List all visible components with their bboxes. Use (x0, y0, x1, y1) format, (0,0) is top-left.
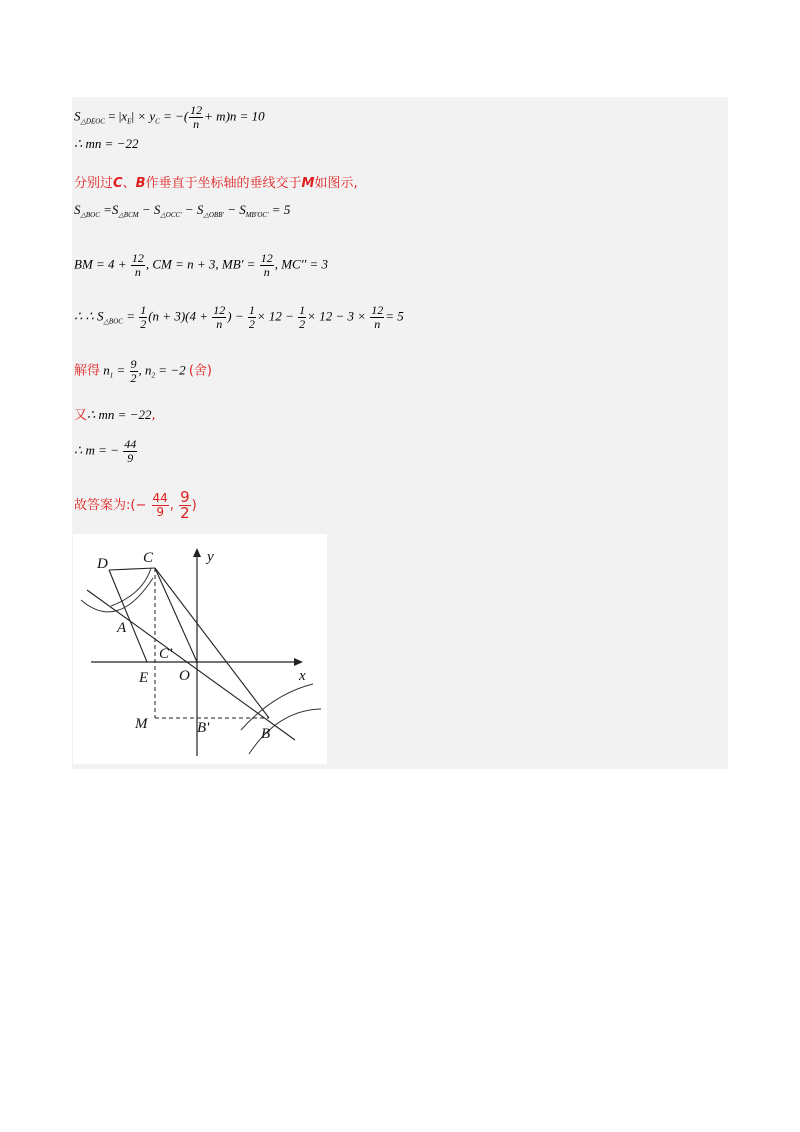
equation-segment: × 12 − (256, 308, 294, 324)
geometry-figure (73, 534, 327, 764)
fraction-denominator: 2 (180, 504, 190, 522)
instruction-text (74, 172, 358, 191)
fraction-denominator: n (134, 265, 141, 279)
fraction-12-over-n (370, 304, 384, 331)
variable-n: n (103, 362, 110, 378)
y-axis-arrow-icon (193, 548, 201, 557)
also-label: 又 (74, 408, 88, 423)
label-c: C (143, 550, 154, 566)
abs-variable: x (121, 108, 128, 124)
equation-segment: = 5 (385, 308, 404, 324)
area-subscript: △OCC' (160, 211, 182, 219)
equals-open: = −( (163, 108, 189, 124)
fraction-12-over-n (260, 252, 274, 279)
fraction-9-over-2 (179, 490, 191, 521)
fraction-numerator: 44 (152, 491, 168, 505)
text-separator: 、 (122, 176, 136, 191)
fraction-12-over-n (189, 104, 203, 131)
equation-segment: × 12 − 3 × (307, 308, 366, 324)
label-d: D (97, 556, 108, 572)
line-c-b (155, 568, 269, 718)
fraction-denominator: n (263, 265, 270, 279)
label-b-prime: B' (197, 720, 210, 736)
label-e: E (139, 670, 149, 686)
separator: , (138, 362, 146, 378)
fraction-denominator: 2 (248, 317, 255, 331)
solution-n (74, 358, 212, 385)
answer-separator: , (169, 498, 174, 513)
arc-near-a (81, 578, 153, 612)
equation-segment: BM = 4 + (74, 256, 127, 272)
abs-subscript: E (127, 117, 132, 126)
fraction-denominator: 2 (299, 317, 306, 331)
fraction-denominator: 9 (156, 505, 164, 519)
label-b: B (261, 726, 271, 742)
fraction-numerator: 9 (180, 488, 190, 506)
equation-rest: + m)n = 10 (204, 108, 265, 124)
product-term: × y (137, 108, 156, 124)
text-segment: 如图示, (314, 176, 358, 191)
equation-segment: , CM = n + 3, MB' = (145, 256, 256, 272)
equation-area-boc (74, 304, 404, 331)
answer-label: 故答案为: (74, 498, 131, 513)
therefore-symbol: ∴ ∴ S (74, 308, 104, 324)
area-symbol: − S (141, 202, 161, 217)
fraction-one-half (248, 304, 256, 331)
label-m: M (135, 716, 148, 732)
fraction-12-over-n (131, 252, 145, 279)
fraction-denominator: 2 (140, 317, 147, 331)
label-c-prime: C' (159, 646, 173, 662)
equals-sign: = (116, 362, 126, 378)
label-o: O (179, 668, 190, 684)
line-d-e (109, 570, 147, 662)
area-symbol: S (74, 202, 81, 217)
x-axis-arrow-icon (294, 658, 303, 666)
fraction-44-over-9 (152, 492, 169, 519)
answer-close: ) (191, 498, 197, 513)
fraction-numerator: 1 (299, 303, 306, 317)
equation-end: = 5 (271, 202, 291, 217)
fraction-numerator: 1 (140, 303, 147, 317)
equation-segment: = −2 (158, 362, 186, 378)
point-b-label: B (135, 176, 146, 191)
equation-lengths (74, 252, 328, 279)
fraction-numerator: 1 (248, 303, 255, 317)
equation-segment: ) − (227, 308, 244, 324)
text-segment: 分别过 (74, 176, 114, 191)
fraction-numerator: 12 (190, 103, 203, 117)
fraction-numerator: 12 (371, 303, 384, 317)
area-symbol: =S (103, 202, 119, 217)
equation-recall-mn (74, 404, 156, 423)
equals-sign: = (126, 308, 135, 324)
subscript: 2 (151, 371, 156, 380)
arc-near-c (111, 568, 151, 606)
area-subscript: △BOC (80, 211, 100, 219)
area-subscript: △BOC (103, 317, 123, 326)
area-subscript: △OBB' (203, 211, 224, 219)
equation-segment: ∴ m = − (74, 442, 119, 458)
fraction-numerator: 12 (260, 251, 273, 265)
discard-note: (舍) (188, 363, 212, 379)
subscript: 1 (109, 371, 114, 380)
figure-canvas (73, 534, 327, 764)
label-a: A (117, 620, 127, 636)
text-segment: 作垂直于坐标轴的垂线交于 (145, 176, 302, 191)
area-subscript: △DEOC (80, 117, 105, 126)
area-subscript: △BCM (118, 211, 139, 219)
fraction-numerator: 12 (213, 303, 226, 317)
fraction-denominator: n (374, 317, 381, 331)
equation-area-decomposition (74, 202, 290, 219)
equation-segment: (n + 3)(4 + (148, 308, 209, 324)
fraction-denominator: 2 (130, 371, 137, 385)
equation-segment: ∴ mn = −22 (87, 407, 152, 422)
equation-area-deoc: $S_{\triangle DEOC} = |x_E| \times y_C$ = −( $\frac{12}{n}$ + m)n = 10 (74, 103, 265, 131)
area-symbol: − S (227, 202, 246, 217)
point-m-label: M (301, 176, 315, 191)
fraction-9-over-2 (130, 358, 138, 385)
area-symbol: − S (184, 202, 204, 217)
arc-near-b-lower (249, 709, 321, 754)
area-subscript: MB'OC' (245, 211, 269, 219)
answer-open: (− (130, 498, 147, 513)
solve-label: 解得 (74, 363, 101, 379)
punctuation: , (151, 408, 156, 423)
area-symbol: S (74, 108, 81, 124)
fraction-denominator: n (216, 317, 223, 331)
fraction-44-over-9 (123, 438, 137, 465)
fraction-one-half (298, 304, 306, 331)
fraction-numerator: 9 (130, 357, 137, 371)
fraction-12-over-n (212, 304, 226, 331)
equation-segment: , MC'' = 3 (274, 256, 329, 272)
label-x: x (299, 668, 306, 684)
solution-m (74, 438, 138, 465)
fraction-one-half (139, 304, 147, 331)
point-c-label: C (113, 176, 123, 191)
arc-near-b-upper (241, 684, 313, 730)
variable-n: n (145, 362, 152, 378)
fraction-denominator: 9 (127, 451, 134, 465)
line-d-c (109, 568, 155, 570)
equation-mn: ∴ mn = −22 (74, 136, 139, 151)
fraction-denominator: n (193, 117, 200, 131)
label-y: y (207, 549, 214, 565)
product-subscript: C (155, 117, 160, 126)
final-answer (74, 490, 197, 521)
fraction-numerator: 44 (124, 437, 137, 451)
fraction-numerator: 12 (131, 251, 144, 265)
